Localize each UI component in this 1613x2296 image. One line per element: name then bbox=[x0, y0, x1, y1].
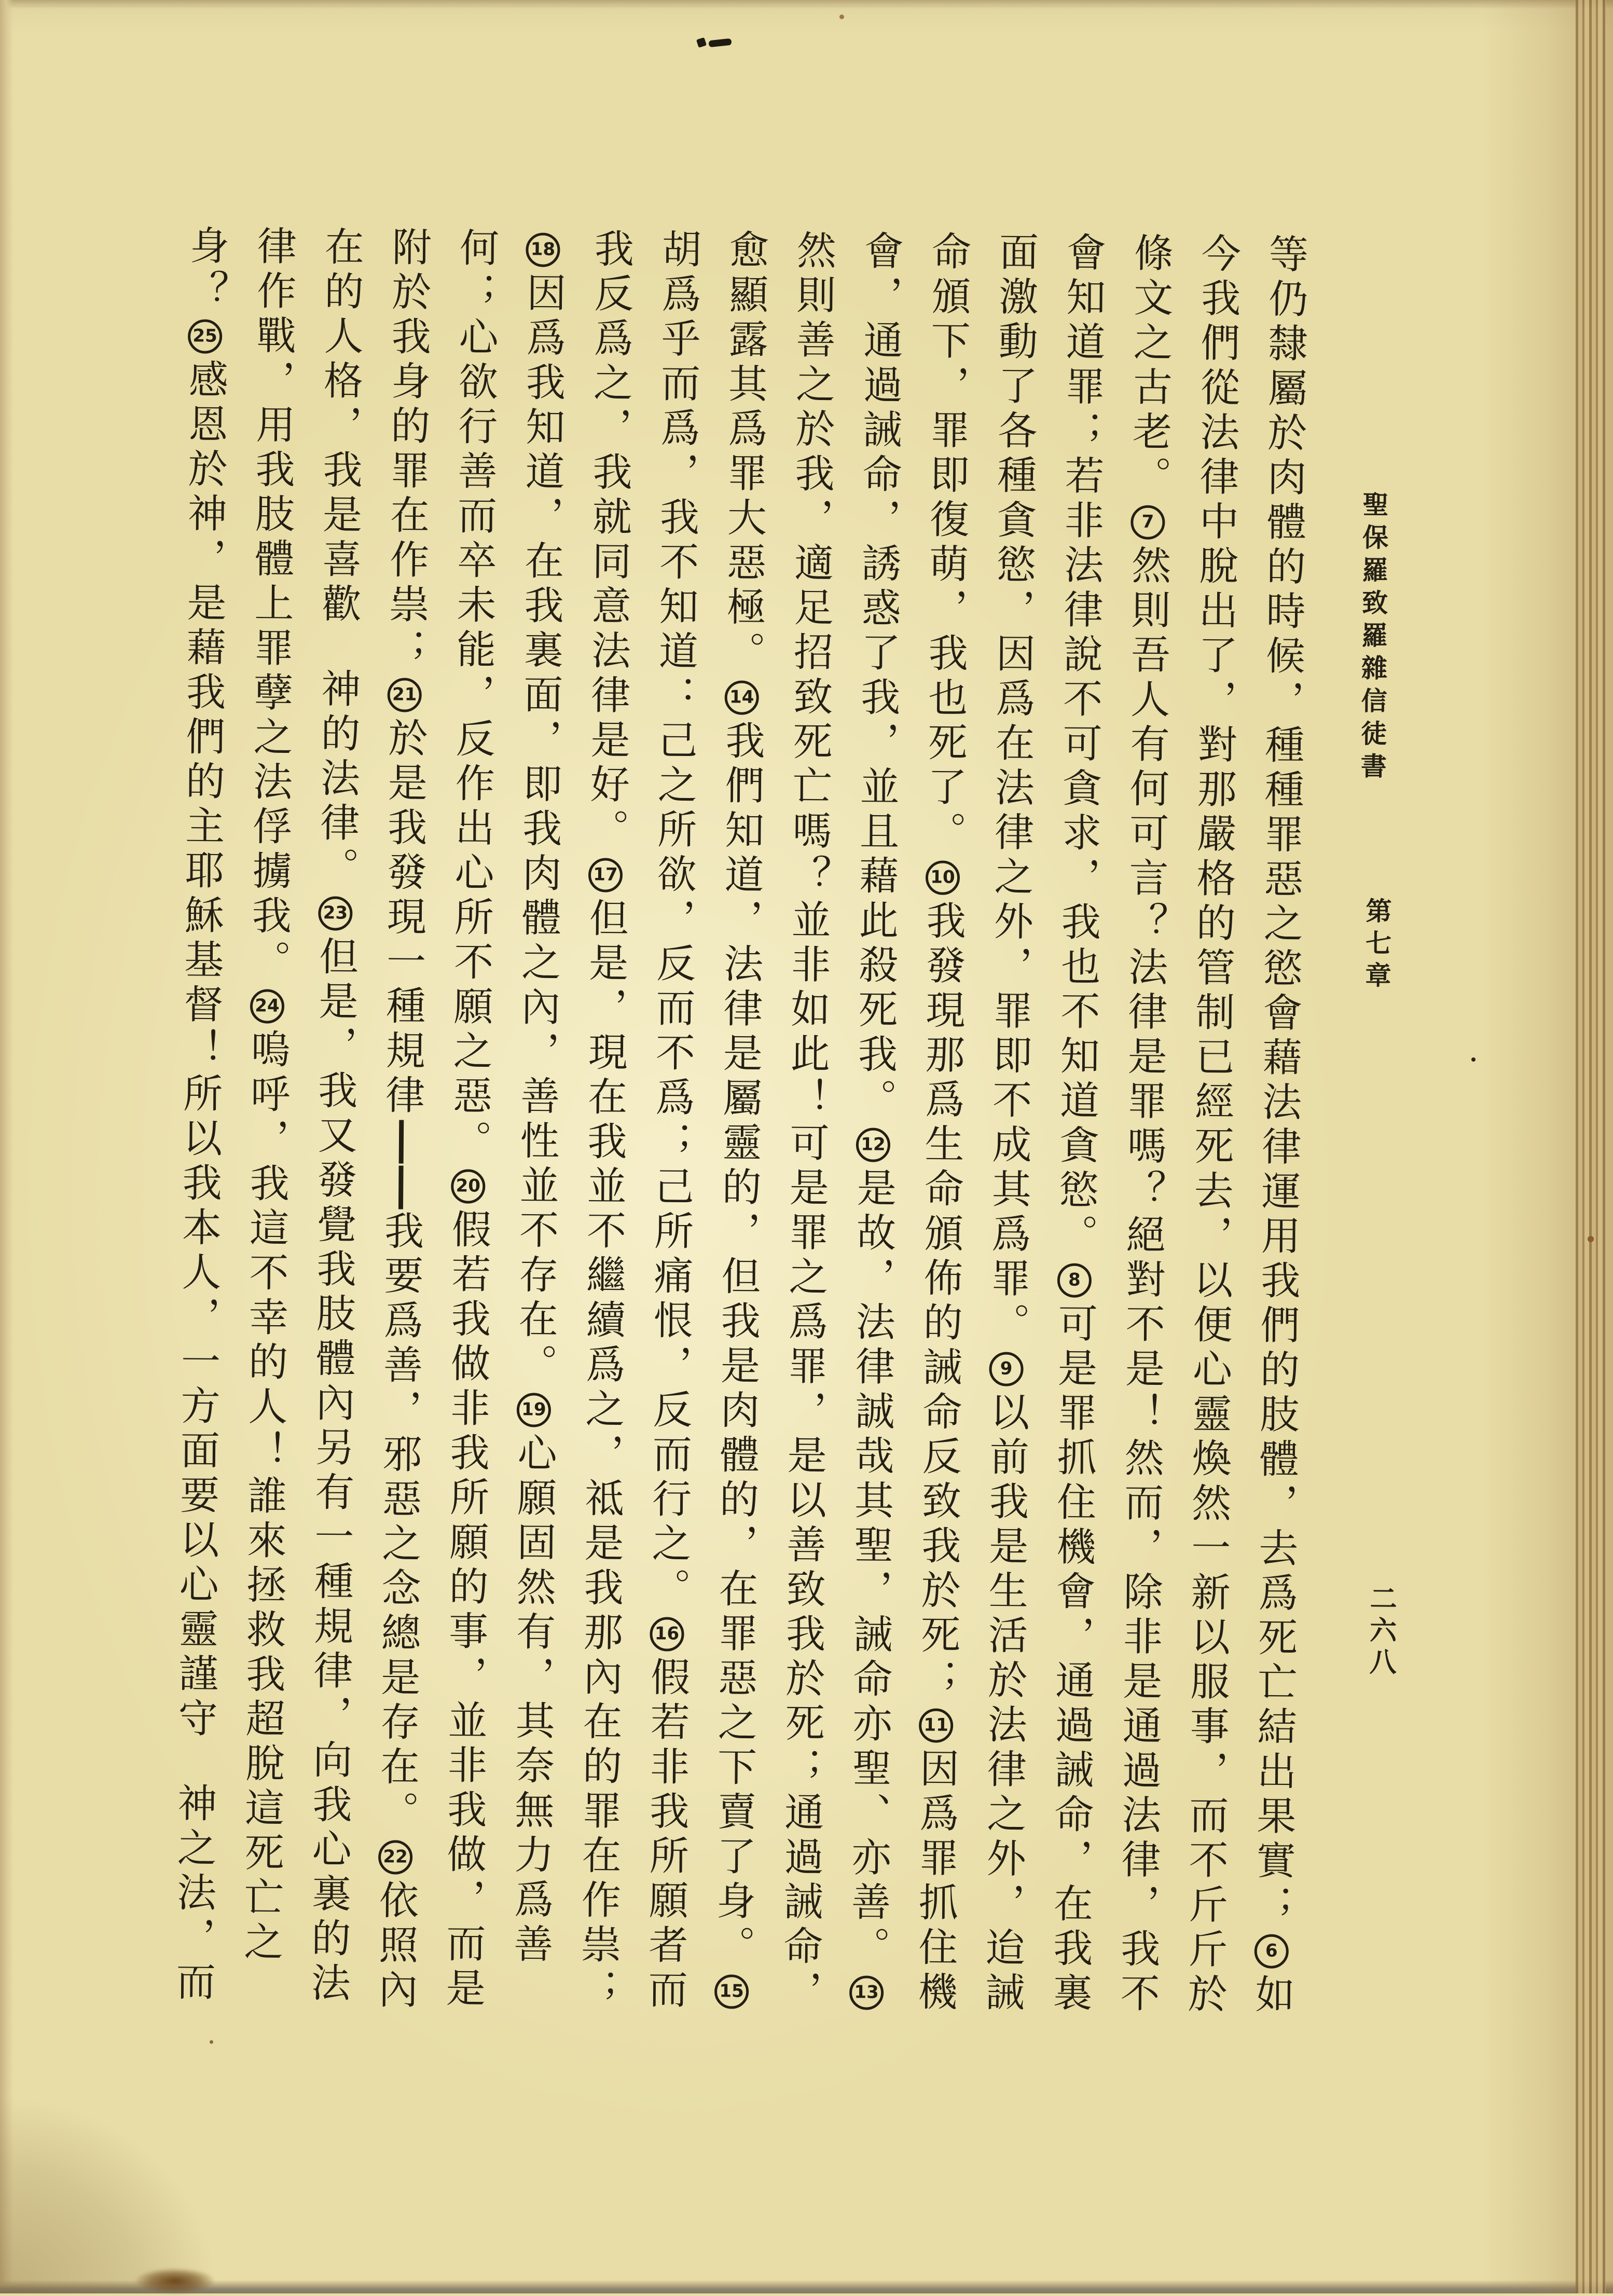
verse-number-circle: 22 bbox=[378, 1840, 413, 1875]
text-column: 律作戰，用我肢體上罪孽之法俘擄我。24嗚呼，我這不幸的人！誰來拯救我超脫這死亡之 bbox=[238, 225, 295, 1966]
page-number: 二六八 bbox=[1364, 1584, 1396, 1680]
text-column: 會，通過誡命，誘惑了我，並且藉此殺死我。12是故，法律誠哉其聖，誡命亦聖、亦善。13 bbox=[832, 230, 914, 2036]
text-column: 愈顯露其爲罪大惡極。14我們知道，法律是屬靈的，但我是肉體的，在罪惡之下賣了身。15 bbox=[697, 229, 779, 2035]
text-column: 面激動了各種貪慾，因爲在法律之外，罪即不成其爲罪。9以前我是生活於法律之外，迨誡 bbox=[979, 231, 1037, 2016]
verse-number-circle: 13 bbox=[849, 1975, 884, 2010]
text-column: 會知道罪；若非法律說不可貪求，我也不知道貪慾。8可是罪抓住機會，通過誡命，在我裏 bbox=[1046, 231, 1105, 2017]
verse-number-circle: 10 bbox=[926, 860, 960, 895]
text-column: 在的人格，我是喜歡神的法律。23但是，我又發覺我肢體內另有一種規律，向我心裏的法 bbox=[305, 226, 363, 2007]
running-header-book-title: 聖保羅致羅雜信徒書 bbox=[1357, 490, 1388, 786]
text-column: 條文之古老。7然則吾人有何可言？法律是罪嗎？絕對不是！然而，除非是通過法律，我不 bbox=[1114, 232, 1172, 2018]
verse-number-circle: 24 bbox=[250, 989, 285, 1024]
text-column: 身？25感恩於神，是藉我們的主耶穌基督！所以我本人，一方面要以心靈謹守神之法，而 bbox=[170, 225, 228, 2006]
verse-number-circle: 16 bbox=[650, 1617, 684, 1652]
text-column: 然則善之於我，適足招致死亡嗎？並非如此！可是罪之爲罪，是以善致我於死；通過誡命， bbox=[777, 229, 835, 2015]
verse-number-circle: 21 bbox=[387, 678, 422, 712]
text-column: 附於我身的罪在作祟；21於是我發現一種規律我要爲善，邪惡之念總是存在。22依照內 bbox=[372, 226, 430, 2014]
verse-number-circle: 18 bbox=[526, 232, 560, 267]
text-column: 胡爲乎而爲，我不知道：己之所欲，反而不爲；己所痛恨，反而行之。16假若非我所願者而 bbox=[642, 228, 700, 2014]
verse-number-circle: 17 bbox=[588, 858, 623, 892]
text-column: 我反爲之，我就同意法律是好。17但是，現在我並不繼續爲之，祗是我那內在的罪在作祟； bbox=[574, 228, 632, 2013]
verse-number-circle: 20 bbox=[451, 1169, 486, 1204]
verse-number-circle: 14 bbox=[724, 680, 759, 715]
text-column: 今我們從法律中脫出了，對那嚴格的管制已經死去，以便心靈煥然一新以服事，而不斤斤於 bbox=[1181, 232, 1239, 2018]
verse-number-circle: 12 bbox=[856, 1128, 891, 1162]
text-columns bbox=[158, 225, 1318, 2039]
em-dash bbox=[398, 1120, 404, 1163]
running-header-chapter: 第七章 bbox=[1361, 897, 1391, 994]
verse-number-circle: 15 bbox=[714, 1974, 749, 2009]
verse-number-circle: 25 bbox=[188, 319, 223, 354]
verse-number-circle: 11 bbox=[919, 1708, 954, 1743]
text-column: 等仍隸屬於肉體的時候，種種罪惡之慾會藉法律運用我們的肢體，去爲死亡結出果實；6如 bbox=[1249, 233, 1307, 2019]
em-dash bbox=[398, 1165, 403, 1209]
verse-number-circle: 6 bbox=[1254, 1934, 1289, 1969]
text-column: 命頒下，罪即復萌，我也死了。10我發現那爲生命頒佈的誡命反致我於死；11因爲罪抓住機 bbox=[912, 230, 970, 2016]
verse-number-circle: 23 bbox=[318, 896, 353, 931]
text-column: 18因爲我知道，在我裏面，即我肉體之內，善性並不存在。19心願固然有，其奈無力爲善 bbox=[495, 227, 576, 2033]
verse-number-circle: 9 bbox=[989, 1352, 1024, 1386]
text-column: 何；心欲行善而卒未能，反作出心所不願之惡。20假若我做非我所願的事，並非我做，而是 bbox=[439, 227, 498, 2012]
verse-number-circle: 19 bbox=[517, 1393, 552, 1427]
verse-number-circle: 7 bbox=[1131, 505, 1165, 540]
verse-number-circle: 8 bbox=[1057, 1263, 1092, 1298]
reverence-space bbox=[337, 628, 338, 668]
